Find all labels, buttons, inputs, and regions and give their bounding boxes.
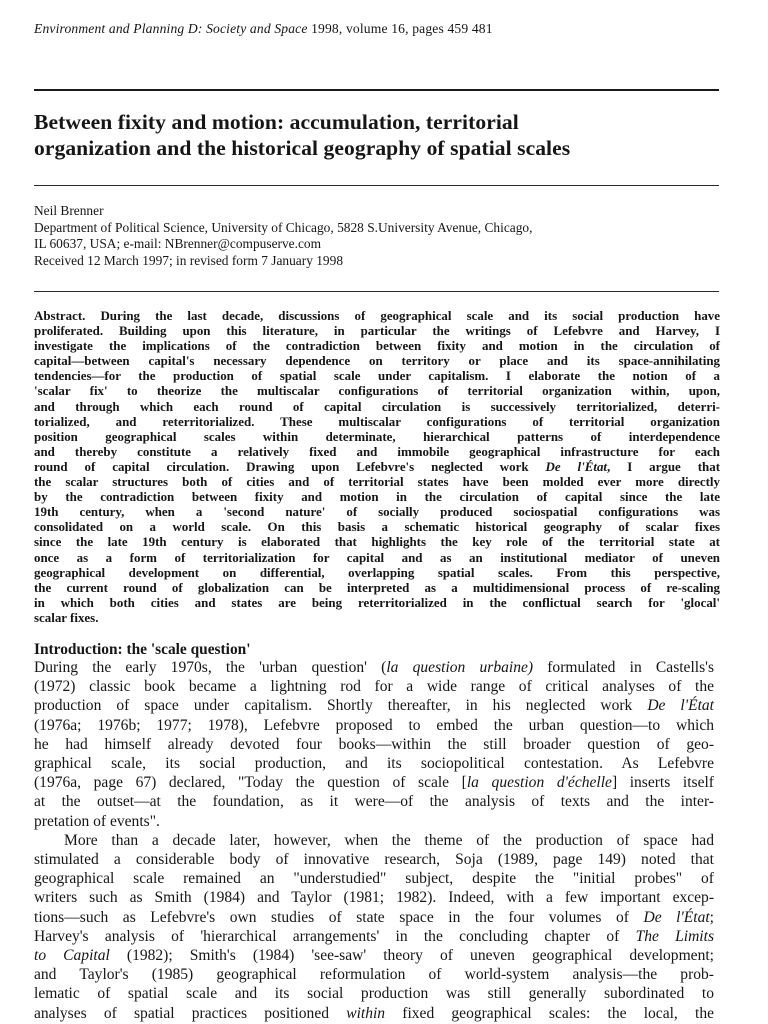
body-line: tions—such as Lefebvre's own studies of state space in the four volumes of De l'État; <box>34 908 714 926</box>
body-line: During the early 1970s, the 'urban question' (la question urbaine) formulated in Castells's <box>34 659 715 676</box>
abstract-rule <box>34 291 719 292</box>
abstract <box>34 308 720 625</box>
header-rule <box>34 89 719 91</box>
abstract-line: consolidated on a world scale. On this basis a schematic historical geography of scalar fixes <box>34 519 720 535</box>
abstract-line: 19th century, when a 'second nature' of socially produced sociospatial configurations was <box>34 504 720 520</box>
author-block <box>34 203 734 269</box>
body-line: (1976a, page 67) declared, "Today the question of scale [la question d'échelle] inserts itself <box>34 774 714 792</box>
body-line: analyses of spatial practices positioned within fixed geographical scales: the local, the <box>34 1004 715 1022</box>
abstract-line: position geographical scales within determinate, hierarchical patterns of interdependence <box>34 428 720 444</box>
body-line: pretation of events". <box>34 812 160 830</box>
title-line: organization and the historical geography of spatial scales <box>34 136 571 160</box>
body-line: stimulated a considerable body of innovative research, Soja (1989, page 149) noted that <box>34 851 714 869</box>
body-line: lematic of spatial scale and its social production was still generally subordinated to <box>34 985 714 1003</box>
abstract-line: 'scalar fix' to theorize the multiscalar configurations of territorial organization within, upon, <box>34 383 720 399</box>
body-line: geographical scale remained an "understudied" subject, despite the "initial probes" of <box>34 870 714 888</box>
abstract-line: once as a form of territorialization for capital and as an institutional mediator of uneven <box>34 549 720 565</box>
abstract-line: the scalar structures both of cities and of territorial states have been molded ever more directly <box>34 474 720 490</box>
journal-citation: 1998, volume 16, pages 459 481 <box>311 21 493 36</box>
title-line: Between fixity and motion: accumulation, territorial <box>34 110 519 134</box>
abstract-line: tendencies—for the production of spatial scale under capitalism. I elaborate the notion of a <box>34 368 720 384</box>
body-line: to Capital (1982); Smith's (1984) 'see-saw' theory of uneven geographical development; <box>34 947 714 965</box>
abstract-line: and through which each round of capital circulation is successively territorialized, deterri- <box>34 398 720 414</box>
body-line: he had himself already devoted four books—within the still broader question of geo- <box>34 735 714 753</box>
body-line: writers such as Smith (1984) and Taylor (1981; 1982). Indeed, with a few important excep- <box>34 889 714 907</box>
abstract-line: round of capital circulation. Drawing upon Lefebvre's neglected work De l'État, I argue that <box>34 458 721 474</box>
body-line: at the outset—at the foundation, as it were—of the analysis of texts and the inter- <box>34 793 714 811</box>
abstract-label: Abstract. <box>34 308 86 323</box>
journal-header <box>34 21 734 37</box>
abstract-line: scalar fixes. <box>34 609 99 625</box>
abstract-line: investigate the implications of the contradiction between fixity and motion in the circulation of <box>34 338 720 354</box>
abstract-line: by the contradiction between fixity and motion in the circulation of capital since the late <box>34 489 720 505</box>
section-heading: Introduction: the 'scale question' <box>34 641 251 658</box>
author-affiliation: Department of Political Science, University of Chicago, 5828 S.University Avenue, Chicago, <box>34 219 533 235</box>
body-line: More than a decade later, however, when the theme of the production of space had <box>64 831 714 849</box>
article-title <box>34 109 734 161</box>
body-line: (1976a; 1976b; 1977; 1978), Lefebvre proposed to embed the urban question—to which <box>34 716 714 734</box>
journal-name: Environment and Planning D: Society and Space <box>34 21 308 36</box>
abstract-line: geographical development on differential, overlapping spatial scales. From this perspective, <box>34 564 720 580</box>
body-line: production of space under capitalism. Shortly thereafter, in his neglected work De l'État <box>34 697 714 715</box>
abstract-line: Abstract. During the last decade, discussions of geographical scale and its social production have <box>34 308 720 323</box>
abstract-line: and thereby constitute a relatively fixed and immobile geographical infrastructure for each <box>34 443 720 459</box>
title-rule <box>34 185 719 186</box>
body-text <box>34 658 714 1023</box>
received-date: Received 12 March 1997; in revised form 7 January 1998 <box>34 252 344 268</box>
abstract-line: torialized, and reterritorialized. These multiscalar configurations of territorial organization <box>34 413 720 429</box>
work-title: De l'État <box>545 458 608 474</box>
author-affiliation: IL 60637, USA; e-mail: NBrenner@compuserve.com <box>34 236 322 251</box>
abstract-line: since the late 19th century is elaborated that highlights the key role of the territorial state at <box>34 534 720 550</box>
body-line: Harvey's analysis of 'hierarchical arrangements' in the concluding chapter of The Limits <box>34 927 715 945</box>
abstract-line: the current round of globalization can be interpreted as a multidimensional process of re-scaling <box>34 579 720 595</box>
abstract-line: capital—between capital's necessary dependence on territory or place and its space-annihilating <box>34 353 720 369</box>
abstract-line: in which both cities and states are being reterritorialized in the conflictual search for 'glocal' <box>34 594 720 610</box>
abstract-line: proliferated. Building upon this literature, in particular the writings of Lefebvre and Harvey, I <box>34 323 720 339</box>
body-line: graphical scale, its social production, and its sociopolitical contestation. As Lefebvre <box>34 755 714 773</box>
body-line: and Taylor's (1985) geographical reformulation of world-system analysis—the prob- <box>34 966 714 984</box>
body-line: (1972) classic book became a lightning rod for a wide range of critical analyses of the <box>34 678 714 696</box>
author-name: Neil Brenner <box>34 203 104 218</box>
